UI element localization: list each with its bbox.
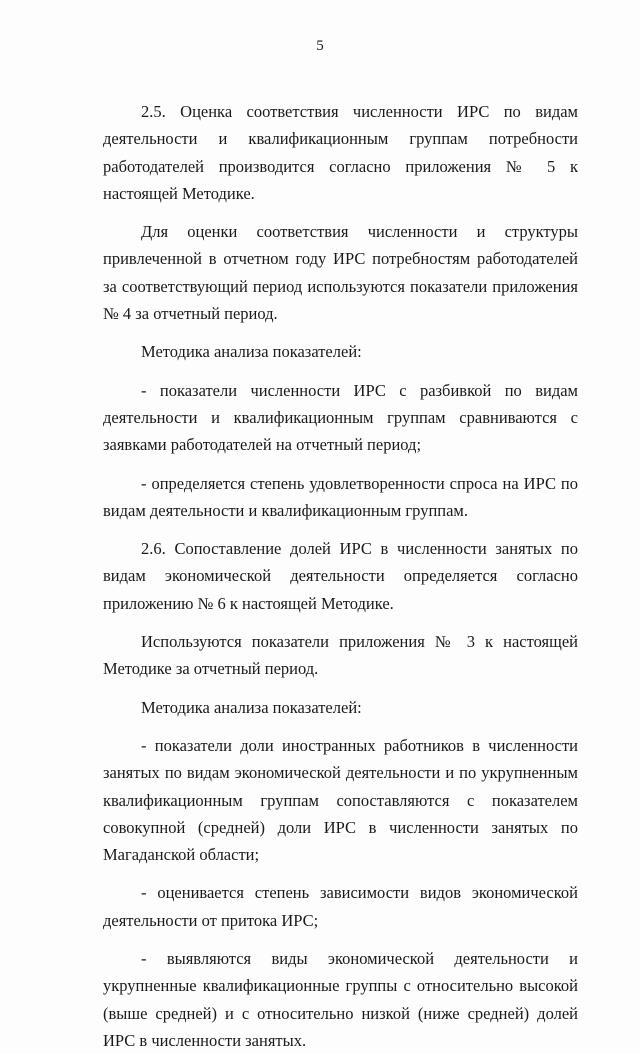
paragraph-2-5: 2.5. Оценка соответствия численности ИРС по видам деятельности и квалификационным группам потребности работодателей производится согласно приложения № 5 к настоящей Методике. (103, 102, 578, 203)
paragraph-bullet-satisfaction: - определяется степень удовлетворенности спроса на ИРС по видам деятельности и квалификационным группам. (103, 473, 578, 520)
paragraph-bullet-share-comparison: - показатели доли иностранных работников в численности занятых по видам экономической деятельности и по укрупненным квалификационным группам сопоставляются с показателем совокупной (средней) доли ИРС в численности занятых по Магаданской области; (103, 735, 578, 865)
paragraph-methodology-heading: Методика анализа показателей: (141, 342, 362, 362)
paragraph-assessment-intro: Для оценки соответствия численности и структуры привлеченной в отчетном году ИРС потребностям работодателей за соответствующий период используются показатели приложения № 4 за отчетный период. (103, 222, 578, 324)
paragraph-bullet-identify-groups: - выявляются виды экономической деятельности и укрупненные квалификационные группы с относительно высокой (выше средней) и с относительно низкой (ниже средней) долей ИРС в численности занятых. (103, 949, 578, 1050)
paragraph-indicators-used: Используются показатели приложения № 3 к настоящей Методике за отчетный период. (103, 632, 578, 679)
paragraph-bullet-compare-applications: - показатели численности ИРС с разбивкой по видам деятельности и квалификационным группам сравниваются с заявками работодателей на отчетный период; (103, 380, 578, 455)
paragraph-2-6: 2.6. Сопоставление долей ИРС в численности занятых по видам экономической деятельности определяется согласно приложению № 6 к настоящей Методике. (103, 539, 578, 613)
document-body (103, 98, 578, 1054)
paragraph-bullet-dependence: - оценивается степень зависимости видов экономической деятельности от притока ИРС; (103, 883, 578, 930)
paragraph-methodology-heading-2: Методика анализа показателей: (141, 697, 362, 717)
page-number: 5 (316, 38, 324, 54)
